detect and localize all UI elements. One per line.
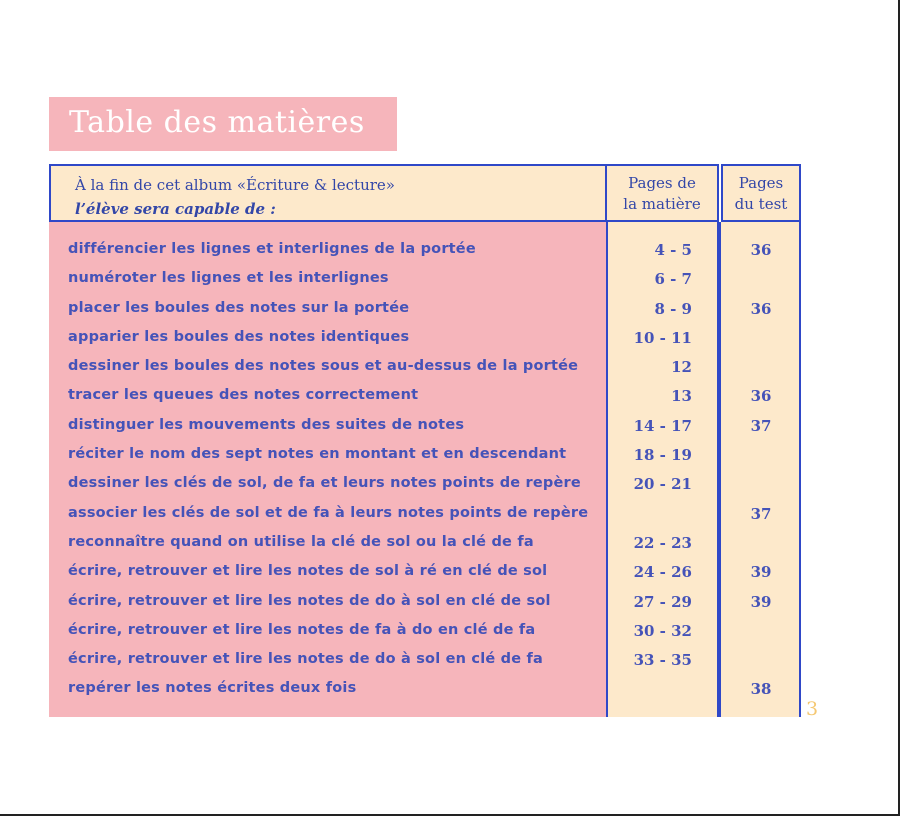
header-matiere-line-1: Pages de [628,174,696,192]
toc-row-pages-matiere: 10 - 11 [633,328,692,347]
title-banner [49,97,397,151]
toc-row-text: réciter le nom des sept notes en montant et en descendant [68,446,567,463]
toc-row-text: numéroter les lignes et les interlignes [68,270,389,287]
page-title: Table des matières [69,105,365,140]
header-objective [49,164,607,222]
toc-row [0,325,900,354]
toc-row-text: écrire, retrouver et lire les notes de fa à do en clé de fa [68,621,536,638]
toc-row [0,296,900,325]
toc-row-text: tracer les queues des notes correctement [68,387,419,404]
header-line-2: l’élève sera capable de : [75,200,276,218]
toc-row-text: différencier les lignes et interlignes de la portée [68,241,476,257]
toc-row-pages-test: 37 [750,416,772,435]
toc-row-pages-test: 37 [750,504,772,523]
toc-row-text: associer les clés de sol et de fa à leurs notes points de repère [68,504,589,521]
toc-row-pages-test: 39 [750,563,772,582]
toc-row-pages-matiere: 22 - 23 [633,533,692,552]
toc-row-pages-test: 36 [750,241,772,259]
toc-row [0,501,900,530]
page-number: 3 [806,698,819,720]
toc-row-pages-matiere: 14 - 17 [633,416,692,435]
toc-row [0,676,900,705]
toc-row-pages-matiere: 30 - 32 [633,621,692,640]
header-pages-test [721,164,801,222]
toc-row-pages-matiere: 27 - 29 [633,592,692,611]
header-test-line-2: du test [734,195,788,213]
toc-row-pages-test: 39 [750,592,772,611]
toc-row-text: dessiner les boules des notes sous et au-dessus de la portée [68,358,579,375]
toc-row [0,237,900,266]
header-line-1: À la fin de cet album «Écriture & lecture» [75,176,395,194]
toc-row [0,413,900,442]
toc-row [0,589,900,618]
toc-row-text: distinguer les mouvements des suites de notes [68,416,465,433]
header-pages-matiere [607,164,719,222]
toc-row-pages-matiere: 20 - 21 [633,475,692,494]
header-test-line-1: Pages [738,174,784,192]
toc-row-text: reconnaître quand on utilise la clé de sol ou la clé de fa [68,533,534,550]
toc-row-text: écrire, retrouver et lire les notes de sol à ré en clé de sol [68,563,548,580]
toc-row-pages-matiere: 4 - 5 [654,241,692,259]
toc-row [0,266,900,295]
toc-row-pages-test: 36 [750,299,772,318]
toc-row [0,530,900,559]
toc-row-pages-matiere: 13 [671,387,692,406]
toc-row [0,383,900,412]
toc-row [0,618,900,647]
toc-row-text: placer les boules des notes sur la portée [68,299,410,316]
toc-row-text: repérer les notes écrites deux fois [68,680,357,697]
toc-rows [0,237,900,706]
toc-row-pages-test: 36 [750,387,772,406]
toc-row-pages-matiere: 8 - 9 [654,299,692,318]
toc-row-pages-matiere: 6 - 7 [654,270,692,289]
header-matiere-line-2: la matière [623,195,701,213]
toc-row-pages-matiere: 12 [671,358,692,377]
toc-row [0,354,900,383]
toc-row-pages-test: 38 [750,680,772,699]
toc-row [0,471,900,500]
toc-row-pages-matiere: 18 - 19 [633,446,692,465]
toc-row [0,559,900,588]
toc-row-text: écrire, retrouver et lire les notes de do à sol en clé de sol [68,592,551,609]
toc-row [0,442,900,471]
toc-row-text: écrire, retrouver et lire les notes de do à sol en clé de fa [68,651,544,668]
toc-row-pages-matiere: 33 - 35 [633,651,692,670]
toc-row-pages-matiere: 24 - 26 [633,563,692,582]
toc-row-text: dessiner les clés de sol, de fa et leurs notes points de repère [68,475,581,492]
toc-row [0,647,900,676]
toc-row-text: apparier les boules des notes identiques [68,328,410,345]
